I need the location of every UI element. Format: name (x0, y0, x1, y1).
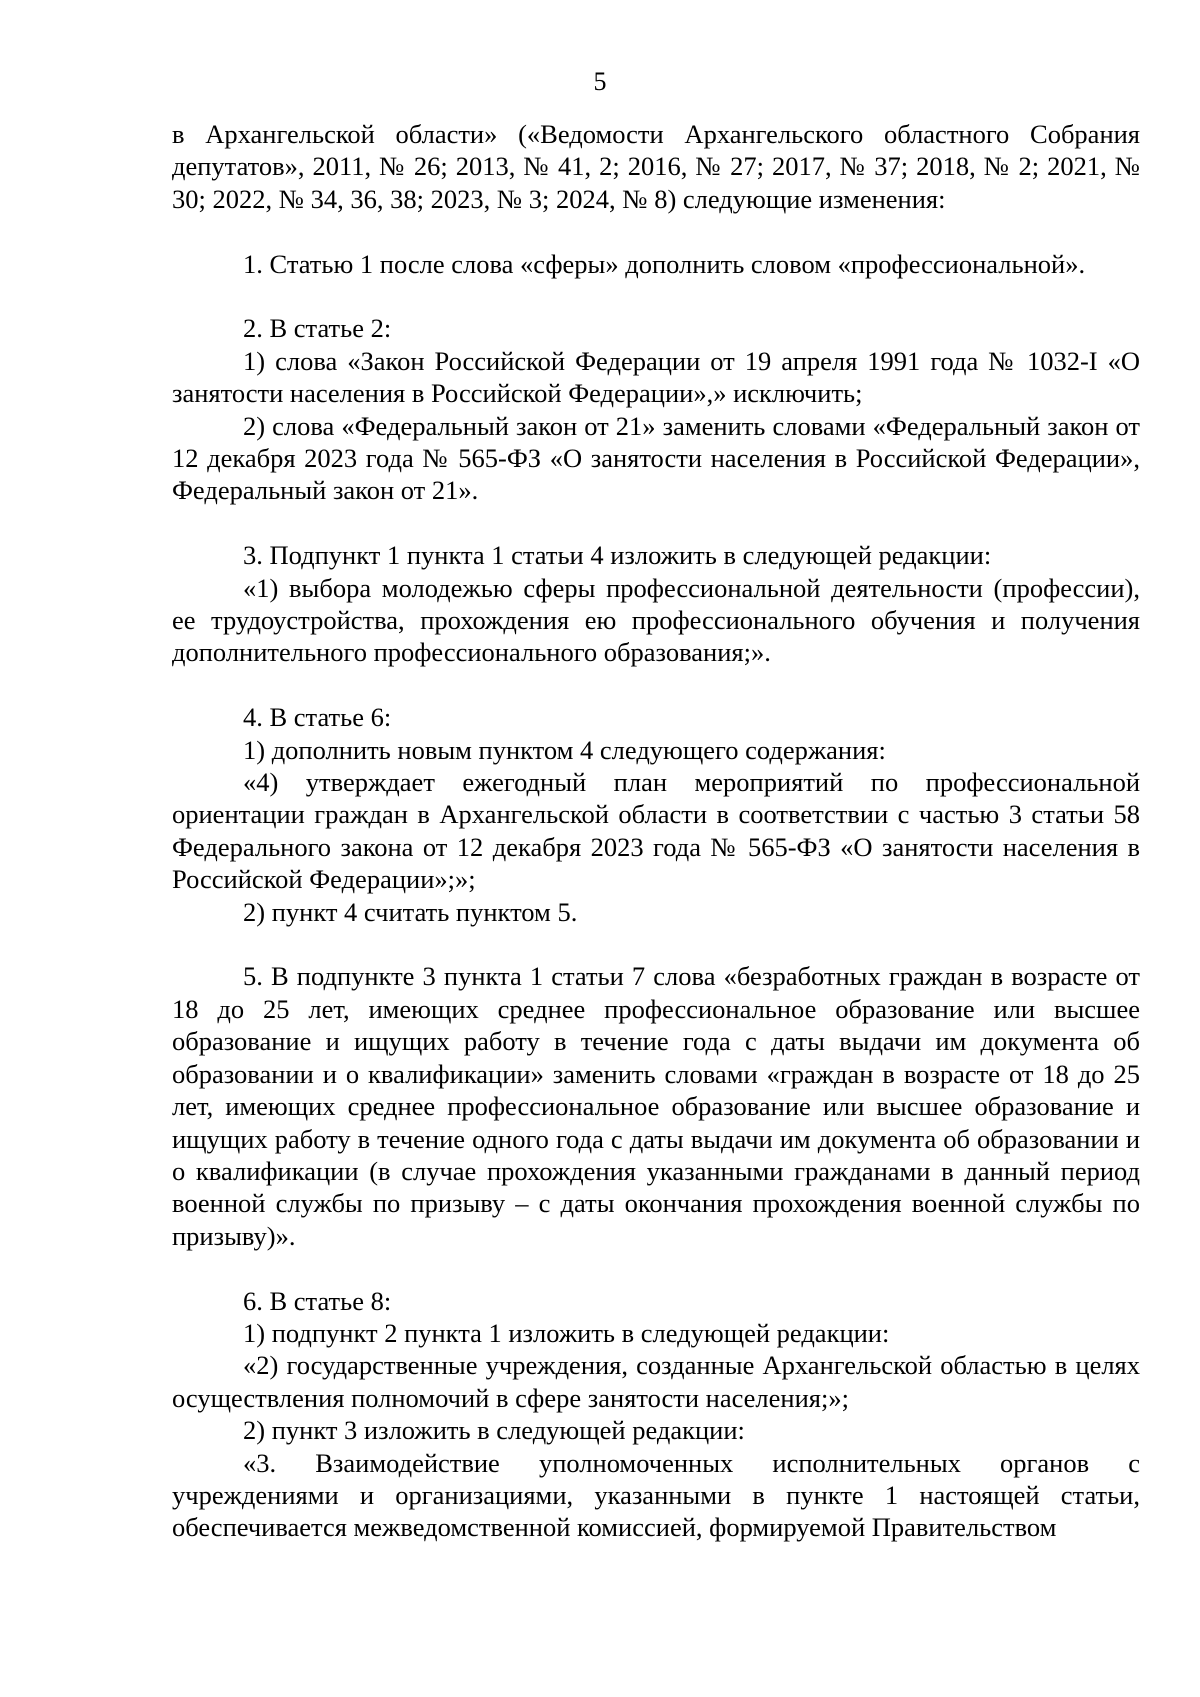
paragraph-item-1: 1. Статью 1 после слова «сферы» дополнить словом «профессиональной». (243, 248, 1086, 279)
paragraph-item-6-1: 1) подпункт 2 пункта 1 изложить в следующей редакции: (243, 1317, 890, 1348)
paragraph-gap (172, 507, 1140, 539)
document-body (172, 118, 1140, 1544)
paragraph-item-3-quote: «1) выбора молодежью сферы профессиональной деятельности (профессии), ее трудоустройства, прохождения ею профессионального обучения и получения дополнительного профессионального образования;». (172, 572, 1140, 668)
paragraph-item-4-2: 2) пункт 4 считать пунктом 5. (243, 896, 578, 927)
paragraph-gap (172, 928, 1140, 960)
paragraph-gap (172, 215, 1140, 247)
paragraph-gap (172, 1252, 1140, 1284)
paragraph-item-2-2: 2) слова «Федеральный закон от 21» заменить словами «Федеральный закон от 12 декабря 2023 года № 565-ФЗ «О занятости населения в Российской Федерации», Федеральный закон от 21». (172, 410, 1140, 506)
paragraph-item-4: 4. В статье 6: (243, 702, 392, 733)
paragraph-item-6-1-quote: «2) государственные учреждения, созданные Архангельской областью в целях осуществления полномочий в сфере занятости населения;»; (172, 1350, 1140, 1413)
paragraph-gap (172, 280, 1140, 312)
paragraph-item-4-1: 1) дополнить новым пунктом 4 следующего содержания: (243, 734, 886, 765)
paragraph-item-6-2: 2) пункт 3 изложить в следующей редакции: (243, 1415, 745, 1446)
paragraph-item-5: 5. В подпункте 3 пункта 1 статьи 7 слова «безработных граждан в возрасте от 18 до 25 лет, имеющих среднее профессиональное образование или высшее образование и ищущих работу в течение года с даты выдачи им документа об образовании и о квалификации» заменить словами «граждан в возрасте от 18 до 25 лет, имеющих среднее профессиональное образование или высшее образование и ищущих работу в течение одного года с даты выдачи им документа об образовании и о квалификации (в случае прохождения указанными гражданами в данный период военной службы по призыву – с даты окончания прохождения военной службы по призыву)». (172, 961, 1140, 1251)
paragraph-item-6: 6. В статье 8: (243, 1285, 392, 1316)
paragraph-item-3: 3. Подпункт 1 пункта 1 статьи 4 изложить в следующей редакции: (243, 540, 992, 571)
paragraph-item-4-quote: «4) утверждает ежегодный план мероприятий по профессиональной ориентации граждан в Архангельской области в соответствии с частью 3 статьи 58 Федерального закона от 12 декабря 2023 года № 565-ФЗ «О занятости населения в Российской Федерации»;»; (172, 767, 1140, 895)
paragraph-gap (172, 669, 1140, 701)
paragraph-item-2: 2. В статье 2: (243, 313, 392, 344)
page-number: 5 (593, 67, 607, 96)
paragraph-intro: в Архангельской области» («Ведомости Архангельского областного Собрания депутатов», 2011, № 26; 2013, № 41, 2; 2016, № 27; 2017, № 37; 2018, № 2; 2021, № 30; 2022, № 34, 36, 38; 2023, № 3; 2024, № 8) следующие изменения: (172, 119, 1140, 214)
paragraph-item-2-1: 1) слова «Закон Российской Федерации от 19 апреля 1991 года № 1032-I «О занятости населения в Российской Федерации»,» исключить; (172, 345, 1140, 409)
paragraph-item-6-2-quote: «3. Взаимодействие уполномоченных исполнительных органов с учреждениями и организациями, указанными в пункте 1 настоящей статьи, обеспечивается межведомственной комиссией, формируемой Правительством (172, 1447, 1140, 1543)
